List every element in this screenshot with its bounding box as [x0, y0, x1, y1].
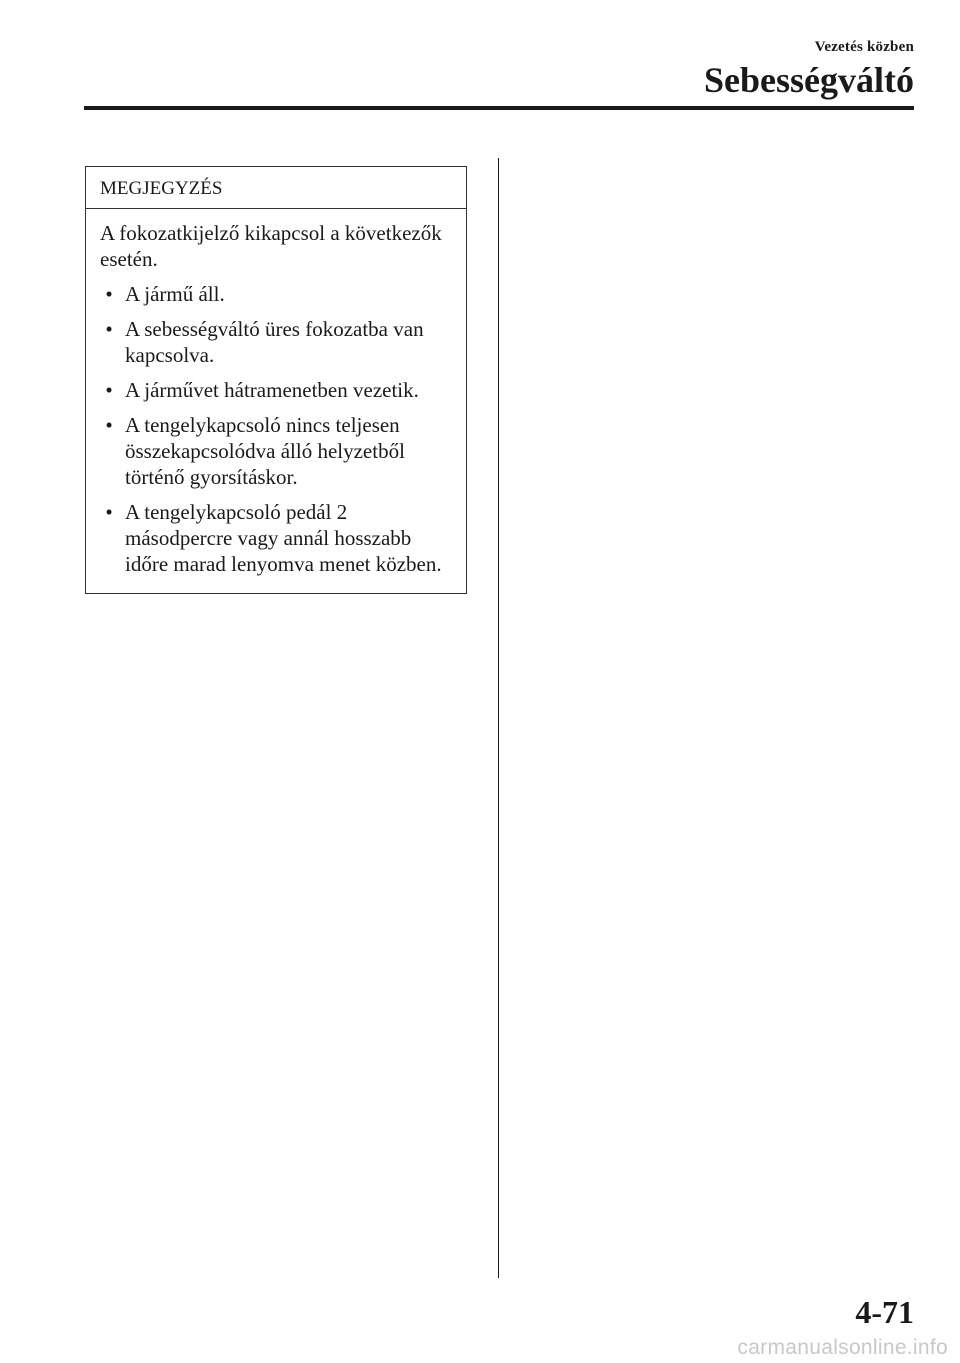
- note-heading: MEGJEGYZÉS: [86, 167, 466, 209]
- chapter-title: Sebességváltó: [704, 60, 914, 100]
- note-item: [100, 281, 452, 307]
- note-item-text: A sebességváltó üres fokozatba van kapcsolva.: [125, 317, 424, 367]
- header-rule: [84, 106, 914, 110]
- bullet-icon: •: [105, 413, 113, 437]
- note-box: [85, 166, 467, 594]
- watermark-text[interactable]: carmanualsonline.info: [737, 1336, 948, 1359]
- note-item: [100, 316, 452, 368]
- bullet-icon: •: [105, 378, 113, 402]
- column-divider: [498, 158, 499, 1278]
- note-body: [86, 209, 466, 593]
- page-header: [704, 38, 914, 100]
- note-list: [100, 281, 452, 577]
- note-item-text: A tengelykapcsoló nincs teljesen összekapcsolódva álló helyzetből történő gyorsításkor.: [125, 413, 405, 489]
- note-item: [100, 499, 452, 577]
- section-label: Vezetés közben: [814, 39, 914, 55]
- note-item: [100, 377, 452, 403]
- bullet-icon: •: [105, 317, 113, 341]
- bullet-icon: •: [105, 500, 113, 524]
- note-item-text: A jármű áll.: [125, 282, 225, 306]
- note-intro: A fokozatkijelző kikapcsol a következők esetén.: [100, 221, 442, 271]
- note-item-text: A tengelykapcsoló pedál 2 másodpercre vagy annál hosszabb időre marad lenyomva menet közben.: [125, 500, 442, 576]
- page-number: 4-71: [855, 1294, 914, 1330]
- bullet-icon: •: [105, 282, 113, 306]
- note-item: [100, 412, 452, 490]
- note-item-text: A járművet hátramenetben vezetik.: [125, 378, 419, 402]
